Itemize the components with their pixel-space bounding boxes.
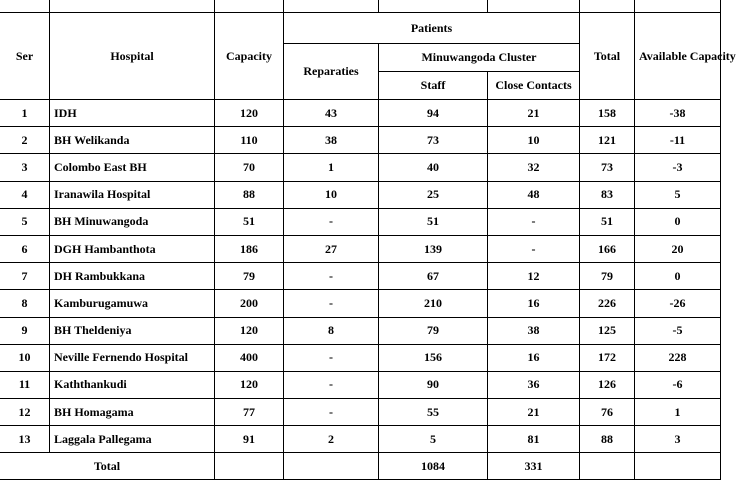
- cell-capacity: 200: [215, 290, 284, 317]
- table-row: [0, 181, 721, 208]
- cell-hospital: IDH: [50, 100, 215, 127]
- cell-reparaties: -: [284, 208, 379, 235]
- cell-staff: 67: [379, 263, 488, 290]
- cell-capacity: 110: [215, 127, 284, 154]
- table-row: [0, 344, 721, 371]
- cell-total: 121: [580, 127, 635, 154]
- cell-available-capacity: -11: [635, 127, 721, 154]
- table-row: [0, 290, 721, 317]
- cell-hospital: DH Rambukkana: [50, 263, 215, 290]
- total-capacity-cell: [215, 453, 284, 480]
- header-available-capacity: Available Capacity: [635, 13, 721, 100]
- cell-total: 125: [580, 317, 635, 344]
- cell-available-capacity: 3: [635, 426, 721, 453]
- cell-staff: 90: [379, 371, 488, 398]
- cell-total: 166: [580, 235, 635, 262]
- cell-reparaties: 27: [284, 235, 379, 262]
- header-patients: Patients: [284, 13, 580, 44]
- cell-available-capacity: 0: [635, 263, 721, 290]
- cell-hospital: BH Homagama: [50, 399, 215, 426]
- total-reparaties-cell: [284, 453, 379, 480]
- cell-reparaties: -: [284, 371, 379, 398]
- cell-close-contacts: 12: [488, 263, 580, 290]
- cell-capacity: 400: [215, 344, 284, 371]
- cell-available-capacity: 20: [635, 235, 721, 262]
- cell-available-capacity: -6: [635, 371, 721, 398]
- cell-close-contacts: 81: [488, 426, 580, 453]
- table-row: [0, 127, 721, 154]
- cell-staff: 40: [379, 154, 488, 181]
- header-capacity: Capacity: [215, 13, 284, 100]
- cell-staff: 25: [379, 181, 488, 208]
- cell-available-capacity: -38: [635, 100, 721, 127]
- cell-ser: 5: [0, 208, 50, 235]
- cell-ser: 7: [0, 263, 50, 290]
- cell-close-contacts: 10: [488, 127, 580, 154]
- cell-reparaties: 2: [284, 426, 379, 453]
- cell-capacity: 120: [215, 371, 284, 398]
- cell-ser: 1: [0, 100, 50, 127]
- table-row: [0, 399, 721, 426]
- header-total: Total: [580, 13, 635, 100]
- total-label: Total: [0, 453, 215, 480]
- cell-staff: 94: [379, 100, 488, 127]
- cell-staff: 73: [379, 127, 488, 154]
- cell-capacity: 70: [215, 154, 284, 181]
- cell-ser: 12: [0, 399, 50, 426]
- total-row: [0, 453, 721, 480]
- table-body: [0, 100, 721, 453]
- cell-hospital: Neville Fernendo Hospital: [50, 344, 215, 371]
- cell-staff: 51: [379, 208, 488, 235]
- cell-capacity: 120: [215, 100, 284, 127]
- cell-ser: 3: [0, 154, 50, 181]
- table-row: [0, 317, 721, 344]
- cell-hospital: DGH Hambanthota: [50, 235, 215, 262]
- cell-reparaties: -: [284, 290, 379, 317]
- cell-available-capacity: -5: [635, 317, 721, 344]
- cell-total: 226: [580, 290, 635, 317]
- cell-total: 79: [580, 263, 635, 290]
- table-row: [0, 371, 721, 398]
- cell-ser: 10: [0, 344, 50, 371]
- cell-available-capacity: 1: [635, 399, 721, 426]
- cell-close-contacts: 16: [488, 344, 580, 371]
- cell-hospital: Colombo East BH: [50, 154, 215, 181]
- table-row: [0, 263, 721, 290]
- cell-available-capacity: 5: [635, 181, 721, 208]
- header-reparaties: Reparaties: [284, 44, 379, 100]
- table-row: [0, 208, 721, 235]
- cell-total: 126: [580, 371, 635, 398]
- cell-reparaties: 8: [284, 317, 379, 344]
- table-row: [0, 154, 721, 181]
- cell-close-contacts: 38: [488, 317, 580, 344]
- total-total-cell: [580, 453, 635, 480]
- cell-staff: 5: [379, 426, 488, 453]
- header-ser: Ser: [0, 13, 50, 100]
- cell-hospital: BH Theldeniya: [50, 317, 215, 344]
- cell-total: 172: [580, 344, 635, 371]
- total-staff: 1084: [379, 453, 488, 480]
- cell-hospital: Kaththankudi: [50, 371, 215, 398]
- header-close-contacts: Close Contacts: [488, 72, 580, 100]
- cell-close-contacts: 16: [488, 290, 580, 317]
- cell-close-contacts: -: [488, 235, 580, 262]
- cell-capacity: 51: [215, 208, 284, 235]
- cell-hospital: BH Welikanda: [50, 127, 215, 154]
- header-staff: Staff: [379, 72, 488, 100]
- cell-close-contacts: 36: [488, 371, 580, 398]
- cell-staff: 55: [379, 399, 488, 426]
- cell-hospital: Kamburugamuwa: [50, 290, 215, 317]
- total-available-cell: [635, 453, 721, 480]
- cell-ser: 11: [0, 371, 50, 398]
- cell-total: 88: [580, 426, 635, 453]
- cell-capacity: 88: [215, 181, 284, 208]
- table-row: [0, 426, 721, 453]
- cell-hospital: Iranawila Hospital: [50, 181, 215, 208]
- cell-close-contacts: 32: [488, 154, 580, 181]
- cell-close-contacts: 21: [488, 100, 580, 127]
- cell-total: 158: [580, 100, 635, 127]
- header-minuwangoda-cluster: Minuwangoda Cluster: [379, 44, 580, 72]
- cell-staff: 79: [379, 317, 488, 344]
- cell-reparaties: -: [284, 399, 379, 426]
- cell-ser: 13: [0, 426, 50, 453]
- cell-staff: 139: [379, 235, 488, 262]
- cell-total: 73: [580, 154, 635, 181]
- cell-ser: 9: [0, 317, 50, 344]
- cell-hospital: Laggala Pallegama: [50, 426, 215, 453]
- table-row: [0, 235, 721, 262]
- top-clipped-row: [0, 0, 721, 13]
- cell-available-capacity: 228: [635, 344, 721, 371]
- cell-reparaties: 10: [284, 181, 379, 208]
- cell-ser: 8: [0, 290, 50, 317]
- cell-close-contacts: 21: [488, 399, 580, 426]
- cell-available-capacity: -3: [635, 154, 721, 181]
- table-row: [0, 100, 721, 127]
- cell-capacity: 186: [215, 235, 284, 262]
- cell-reparaties: 43: [284, 100, 379, 127]
- cell-reparaties: -: [284, 344, 379, 371]
- cell-capacity: 79: [215, 263, 284, 290]
- cell-capacity: 91: [215, 426, 284, 453]
- cell-staff: 210: [379, 290, 488, 317]
- cell-ser: 2: [0, 127, 50, 154]
- cell-total: 51: [580, 208, 635, 235]
- cell-ser: 4: [0, 181, 50, 208]
- cell-total: 76: [580, 399, 635, 426]
- cell-capacity: 77: [215, 399, 284, 426]
- cell-close-contacts: 48: [488, 181, 580, 208]
- cell-reparaties: 1: [284, 154, 379, 181]
- cell-ser: 6: [0, 235, 50, 262]
- cell-hospital: BH Minuwangoda: [50, 208, 215, 235]
- total-close-contacts: 331: [488, 453, 580, 480]
- cell-capacity: 120: [215, 317, 284, 344]
- cell-close-contacts: -: [488, 208, 580, 235]
- cell-available-capacity: 0: [635, 208, 721, 235]
- cell-total: 83: [580, 181, 635, 208]
- cell-reparaties: -: [284, 263, 379, 290]
- header-hospital: Hospital: [50, 13, 215, 100]
- cell-available-capacity: -26: [635, 290, 721, 317]
- cell-staff: 156: [379, 344, 488, 371]
- cell-reparaties: 38: [284, 127, 379, 154]
- header-row-1: [0, 13, 721, 44]
